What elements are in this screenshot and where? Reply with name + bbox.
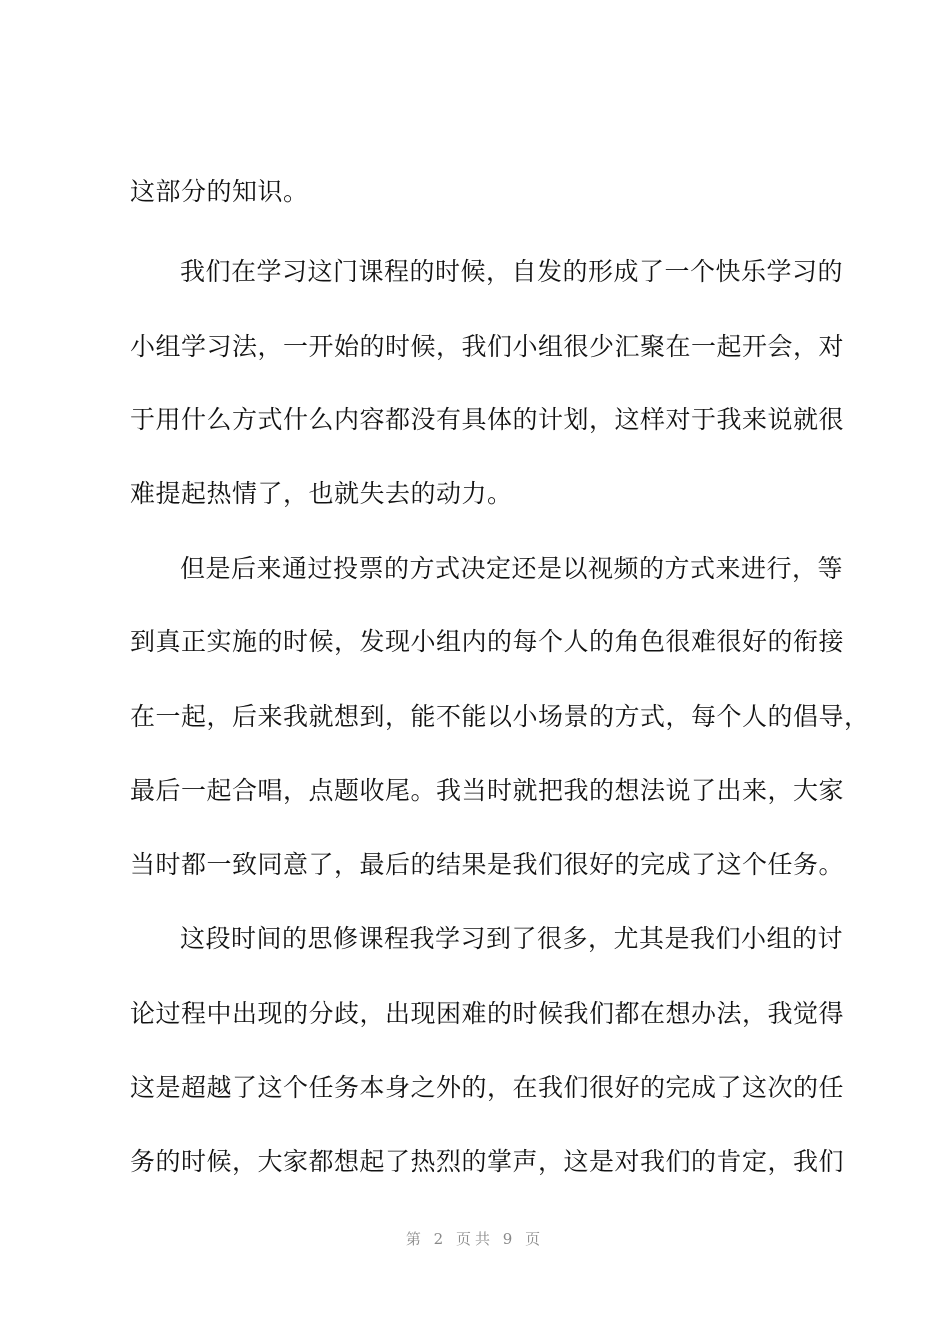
page-number-footer: 第 2 页共 9 页 <box>405 1230 545 1248</box>
text-line: 最后一起合唱，点题收尾。我当时就把我的想法说了出来，大家 <box>130 776 845 805</box>
text-line: 这段时间的思修课程我学习到了很多，尤其是我们小组的讨 <box>180 924 844 953</box>
text-line: 但是后来通过投票的方式决定还是以视频的方式来进行，等 <box>180 554 844 583</box>
text-line: 到真正实施的时候，发现小组内的每个人的角色很难很好的衔接 <box>130 627 845 656</box>
text-line: 我们在学习这门课程的时候，自发的形成了一个快乐学习的 <box>180 257 844 286</box>
text-line: 在一起，后来我就想到，能不能以小场景的方式，每个人的倡导， <box>130 702 870 731</box>
text-line: 这是超越了这个任务本身之外的，在我们很好的完成了这次的任 <box>130 1073 845 1102</box>
text-line: 当时都一致同意了，最后的结果是我们很好的完成了这个任务。 <box>130 850 845 879</box>
text-line: 这部分的知识。 <box>130 177 309 206</box>
text-line: 难提起热情了，也就失去的动力。 <box>130 479 513 508</box>
text-line: 论过程中出现的分歧，出现困难的时候我们都在想办法，我觉得 <box>130 999 845 1028</box>
text-line: 小组学习法，一开始的时候，我们小组很少汇聚在一起开会，对 <box>130 332 845 361</box>
text-line: 务的时候，大家都想起了热烈的掌声，这是对我们的肯定，我们 <box>130 1147 845 1176</box>
text-line: 于用什么方式什么内容都没有具体的计划，这样对于我来说就很 <box>130 405 845 434</box>
